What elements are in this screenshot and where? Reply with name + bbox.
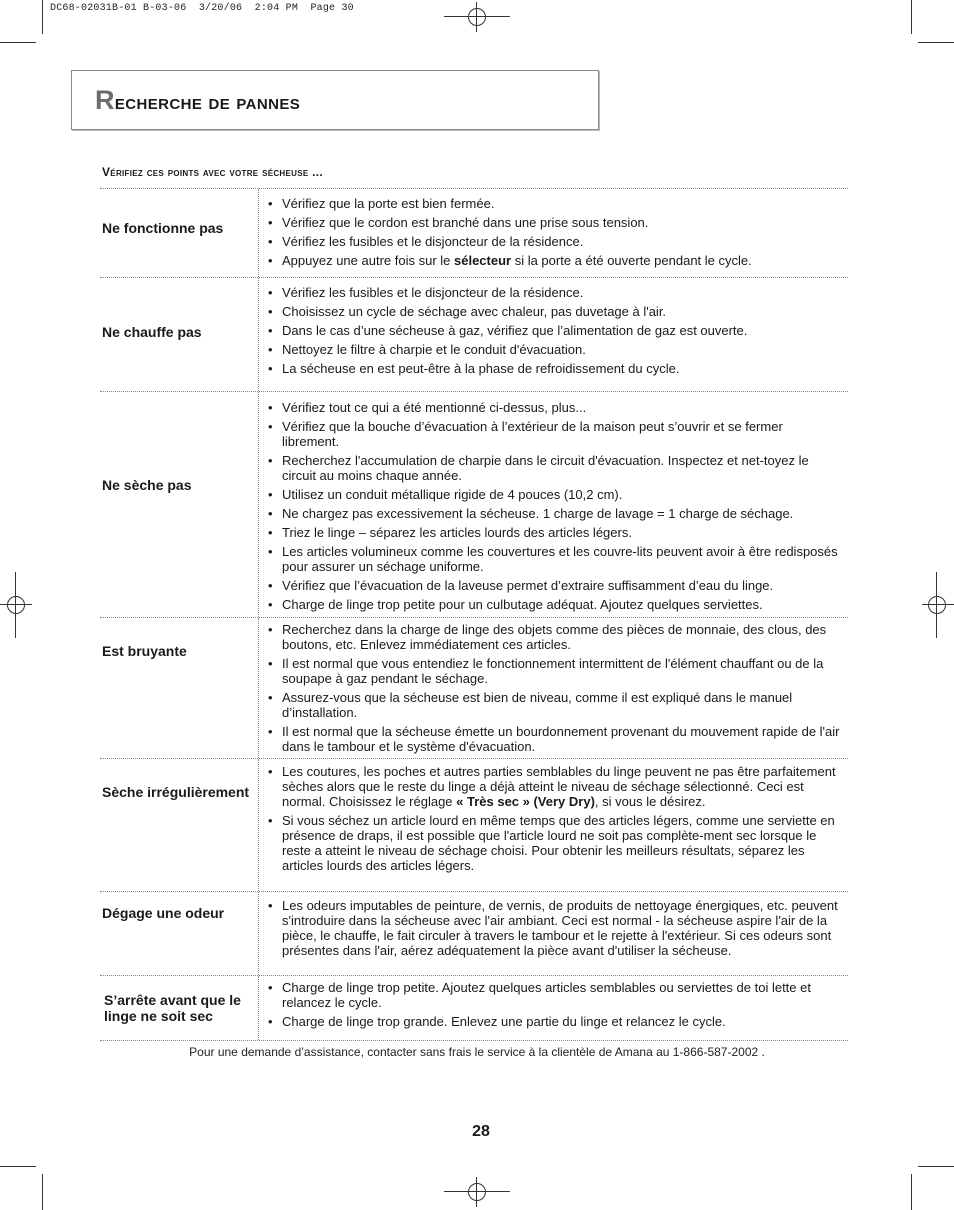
solution-item: • Utilisez un conduit métallique rigide de 4 pouces (10,2 cm). <box>268 487 842 502</box>
column-divider <box>258 618 259 758</box>
crop-mark <box>918 42 954 43</box>
solution-item: • Triez le linge – séparez les articles lourds des articles légers. <box>268 525 842 540</box>
solution-list <box>268 898 842 962</box>
solution-item: • Vérifiez les fusibles et le disjoncteur de la résidence. <box>268 234 842 249</box>
column-divider <box>258 392 259 617</box>
solution-text: Appuyez une autre fois sur le <box>282 253 454 268</box>
solution-list <box>268 980 842 1033</box>
solution-item: • Les odeurs imputables de peinture, de vernis, de produits de nettoyage énergiques, etc. peuvent s'introduire dans la sécheuse avec l'air ambiant. Ceci est normal - la sécheuse aspire l'air de la pièce, le chauffe, le fait circuler à travers le tambour et le rejette à l'extérieur. Si ces odeurs sont présentes dans l'air, aérez adéquatement la pièce avant d'utiliser la sécheuse. <box>268 898 842 958</box>
section-subheading: Vérifiez ces points avec votre sécheuse ... <box>102 165 324 179</box>
solution-list <box>268 400 842 616</box>
problem-label: Dégage une odeur <box>102 905 225 921</box>
solution-list <box>268 622 842 758</box>
solution-item: • La sécheuse en est peut-être à la phase de refroidissement du cycle. <box>268 361 842 376</box>
problem-row <box>100 892 848 976</box>
solution-item: • Charge de linge trop grande. Enlevez une partie du linge et relancez le cycle. <box>268 1014 842 1029</box>
column-divider <box>258 278 259 391</box>
column-divider <box>258 759 259 891</box>
solution-item: • Vérifiez que l’évacuation de la laveuse permet d’extraire suffisamment d’eau du linge. <box>268 578 842 593</box>
solution-item: • Vérifiez que la porte est bien fermée. <box>268 196 842 211</box>
crop-mark <box>0 1166 36 1167</box>
solution-list <box>268 764 842 877</box>
solution-item: • Vérifiez que la bouche d’évacuation à l’extérieur de la maison peut s’ouvrir et se fermer librement. <box>268 419 842 449</box>
solution-item: • Recherchez dans la charge de linge des objets comme des pièces de monnaie, des clous, des boutons, etc. Enlevez immédiatement ces articles. <box>268 622 842 652</box>
problem-row <box>100 618 848 759</box>
crop-mark <box>42 1174 43 1210</box>
solution-item: • Assurez-vous que la sécheuse est bien de niveau, comme il est expliqué dans le manuel d’installation. <box>268 690 842 720</box>
page-title <box>95 85 300 116</box>
crop-mark <box>911 0 912 34</box>
column-divider <box>258 892 259 975</box>
problem-row <box>100 278 848 392</box>
solution-item <box>268 253 842 268</box>
crop-mark <box>911 1174 912 1210</box>
solution-emphasis: « Très sec » (Very Dry) <box>456 794 595 809</box>
solution-item: • Recherchez l'accumulation de charpie dans le circuit d'évacuation. Inspectez et net-toyez le circuit au moins chaque année. <box>268 453 842 483</box>
troubleshooting-table <box>100 188 848 1041</box>
solution-item: • Charge de linge trop petite. Ajoutez quelques articles semblables ou serviettes de toi lette et relancez le cycle. <box>268 980 842 1010</box>
solution-item: • Si vous séchez un article lourd en même temps que des articles légers, comme une serviette en présence de draps, il est possible que l'article lourd ne soit pas complète-ment sec lorsque le reste a atteint le niveau de séchage choisi. Pour obtenir les meilleurs résultats, séparez les articles lourds des articles légers. <box>268 813 842 873</box>
solution-item: • Choisissez un cycle de séchage avec chaleur, pas duvetage à l'air. <box>268 304 842 319</box>
problem-label: Ne sèche pas <box>102 476 192 493</box>
problem-label: Est bruyante <box>102 643 187 659</box>
solution-list <box>268 285 842 380</box>
solution-text: , si vous le désirez. <box>594 794 706 809</box>
solution-text: si la porte a été ouverte pendant le cycle. <box>511 253 752 268</box>
solution-item: • Vérifiez que le cordon est branché dans une prise sous tension. <box>268 215 842 230</box>
assistance-note: Pour une demande d’assistance, contacter sans frais le service à la clientèle de Amana au 1-866-587-2002 . <box>189 1045 765 1059</box>
title-initial: R <box>95 85 115 115</box>
solution-emphasis: sélecteur <box>454 253 512 268</box>
title-rest: echerche de pannes <box>114 91 301 114</box>
column-divider <box>258 189 259 277</box>
problem-row <box>100 189 848 278</box>
solution-item: • Charge de linge trop petite pour un culbutage adéquat. Ajoutez quelques serviettes. <box>268 597 842 612</box>
crop-mark <box>0 42 36 43</box>
solution-item: • Il est normal que la sécheuse émette un bourdonnement provenant du mouvement rapide de l'air dans le tambour et le système d'évacuation. <box>268 724 842 754</box>
solution-text: Les coutures, les poches et autres parties semblables du linge peuvent ne pas être parfaitement sèches alors que le reste du linge a déjà atteint le niveau de séchage sélectionné. Ceci est normal. Choisissez le réglage <box>282 764 836 809</box>
column-divider <box>258 976 259 1040</box>
crop-mark <box>42 0 43 34</box>
crop-mark <box>918 1166 954 1167</box>
solution-item: • Vérifiez tout ce qui a été mentionné ci-dessus, plus... <box>268 400 842 415</box>
solution-item: • Il est normal que vous entendiez le fonctionnement intermittent de l'élément chauffant ou de la soupape à gaz pendant le séchage. <box>268 656 842 686</box>
problem-row <box>100 976 848 1041</box>
solution-item: • Dans le cas d’une sécheuse à gaz, vérifiez que l’alimentation de gaz est ouverte. <box>268 323 842 338</box>
problem-label: Ne fonctionne pas <box>102 220 224 236</box>
problem-label: S’arrête avant que le linge ne soit sec <box>104 992 241 1024</box>
problem-label: Sèche irrégulièrement <box>102 784 250 800</box>
problem-label: Ne chauffe pas <box>102 324 202 340</box>
solution-list <box>268 196 842 272</box>
problem-row <box>100 759 848 892</box>
solution-item: • Les articles volumineux comme les couvertures et les couvre-lits peuvent avoir à être redisposés pour assurer un séchage uniforme. <box>268 544 842 574</box>
title-box <box>71 70 599 130</box>
solution-item: • Vérifiez les fusibles et le disjoncteur de la résidence. <box>268 285 842 300</box>
solution-item <box>268 764 842 809</box>
solution-item: • Nettoyez le filtre à charpie et le conduit d'évacuation. <box>268 342 842 357</box>
solution-item: • Ne chargez pas excessivement la sécheuse. 1 charge de lavage = 1 charge de séchage. <box>268 506 842 521</box>
print-slug: DC68-02031B-01 B-03-06 3/20/06 2:04 PM Page 30 <box>50 3 354 14</box>
page-number: 28 <box>472 1123 490 1140</box>
problem-row <box>100 392 848 618</box>
